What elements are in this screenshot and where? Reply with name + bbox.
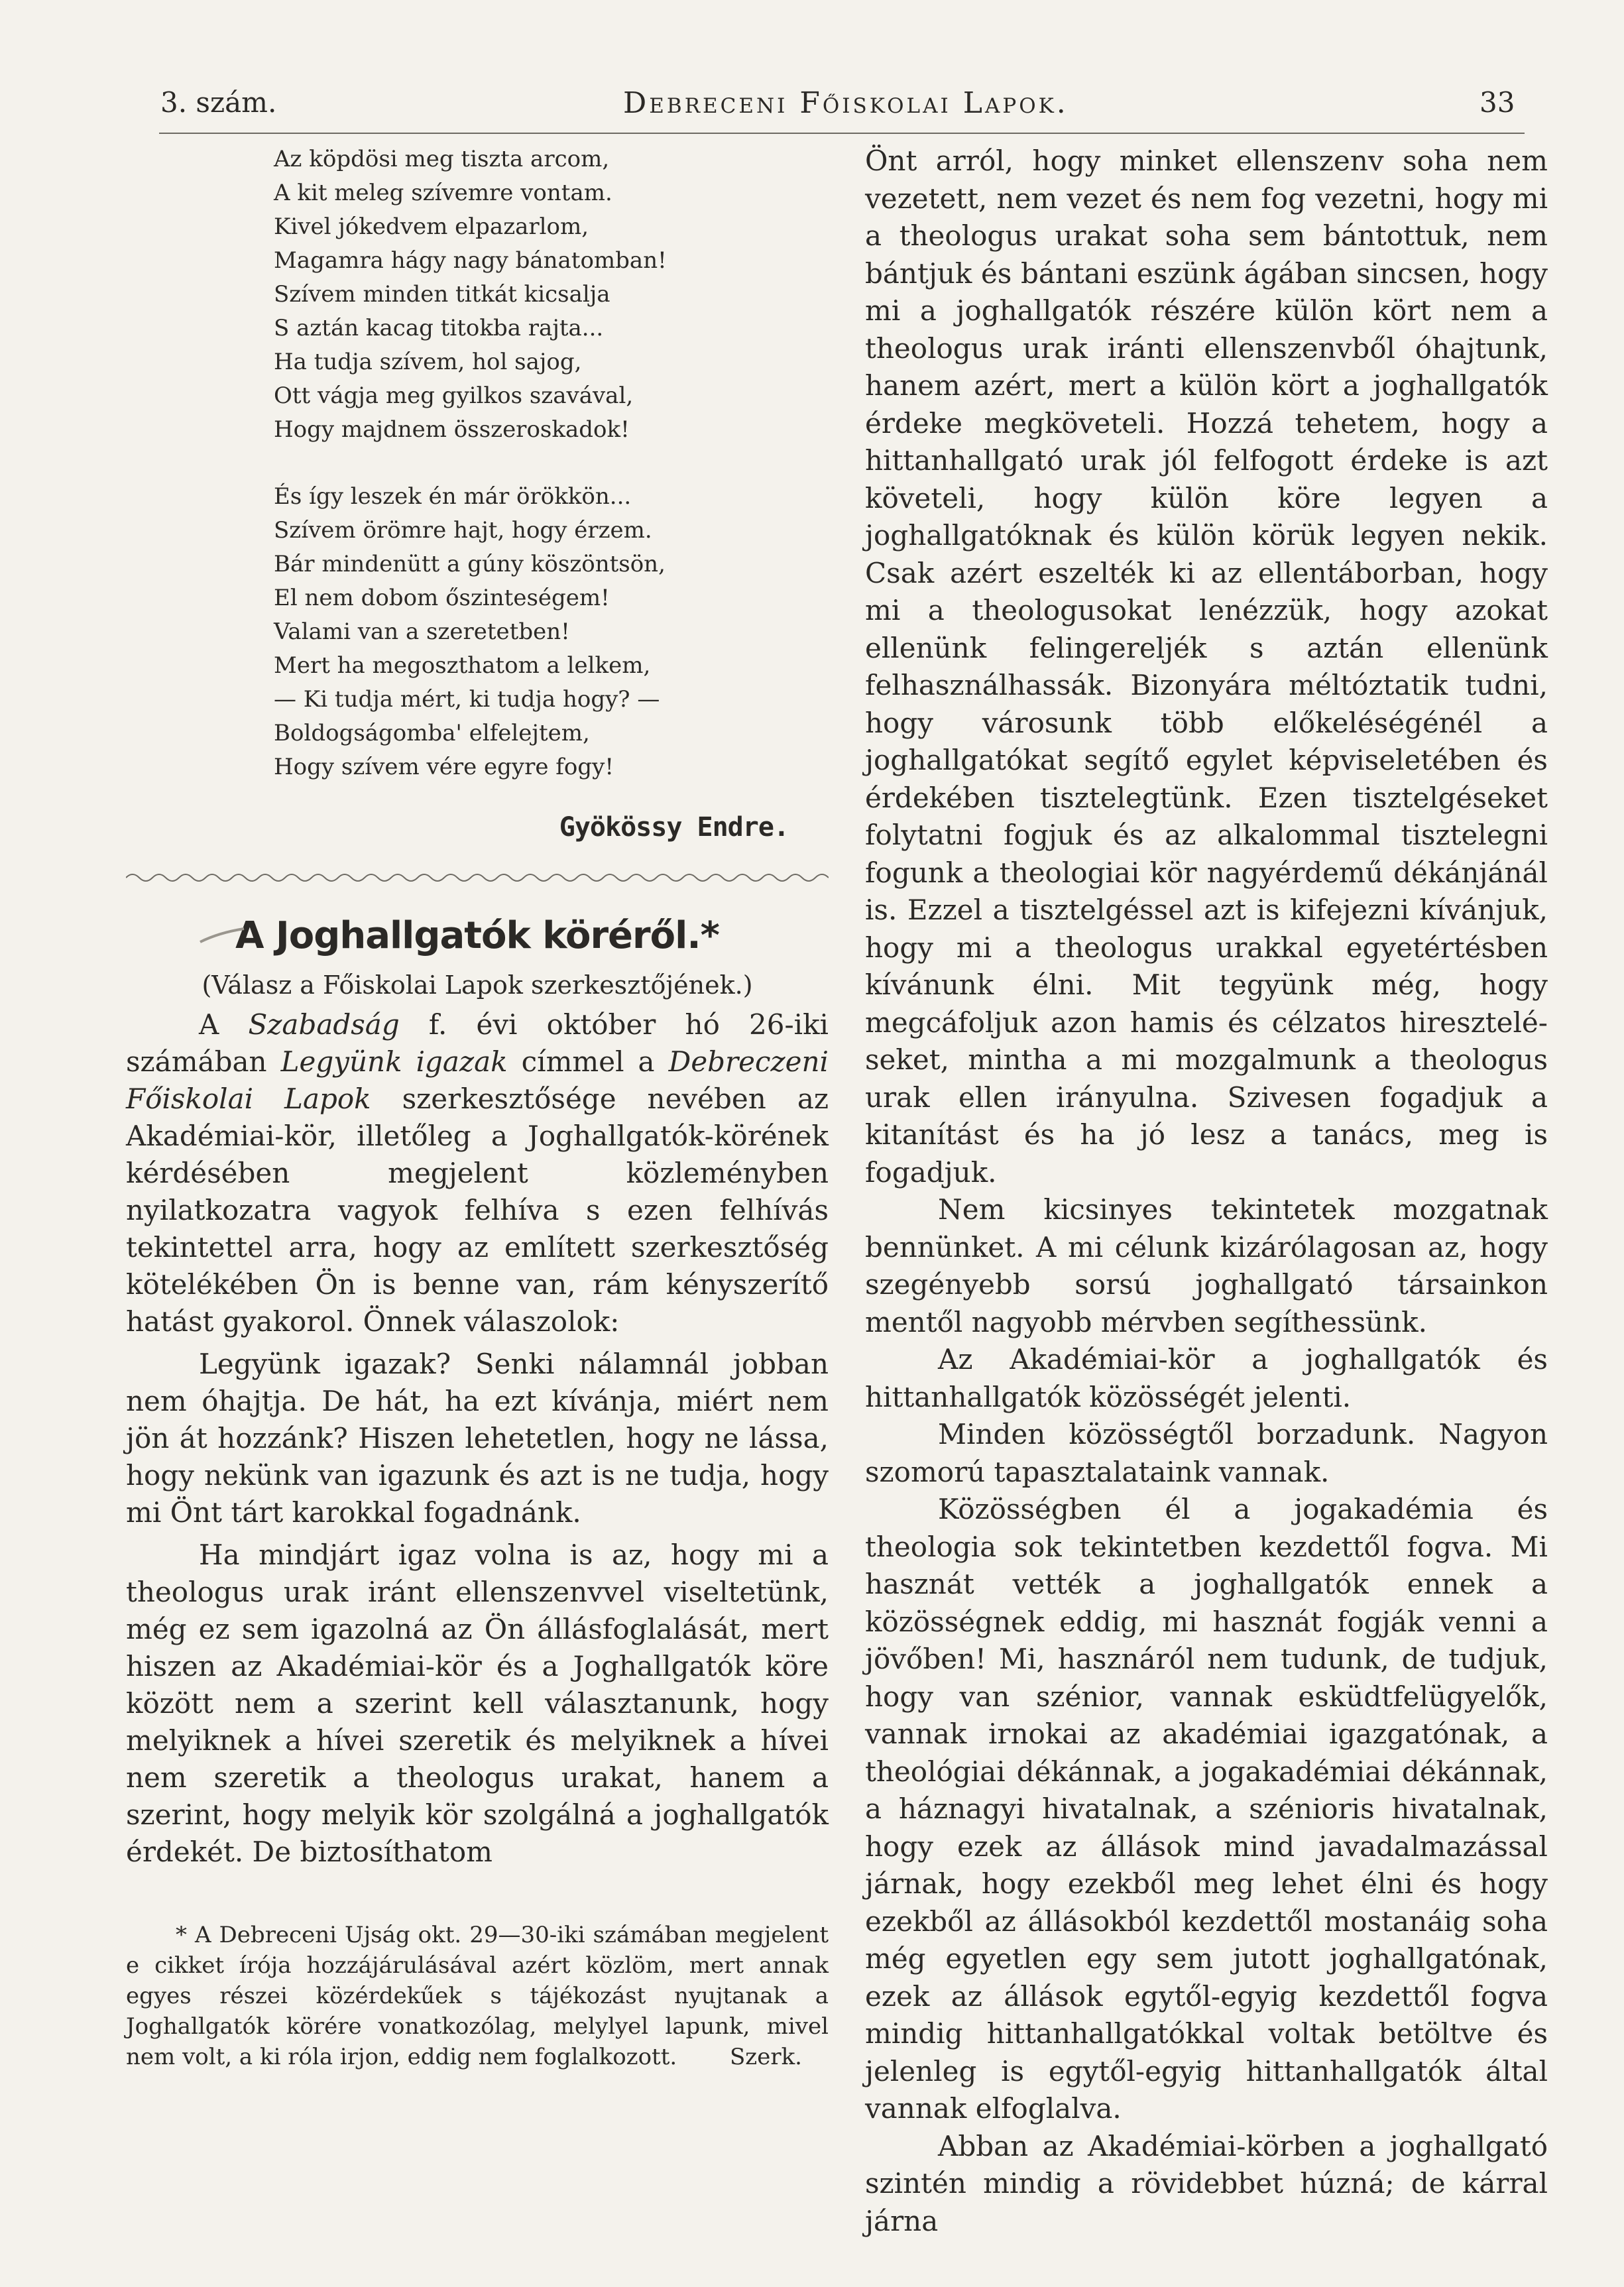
paragraph: Önt arról, hogy minket ellenszenv soha nem vezetett, nem vezet és nem fog vezetni, hogy mi a theologus urakat soha sem bántottuk, nem bántjuk és bántani eszünk ágában sincsen, hogy mi a joghallgatók részére külön kört nem a theologus urak iránti ellenszenvből óhajtunk, hanem azért, mert a külön kört a joghallgatók érdeke megköveteli. Hozzá tehetem, hogy a hittanhallgató urak jól felfogott érdeke is azt követeli, hogy külön köre legyen a joghallgatóknak és külön körük legyen nekik. Csak azért eszelték ki az ellentáborban, hogy mi a theologusokat lenézzük, hogy azokat ellenünk felingereljék s aztán ellenünk felhasználhassák. Bizonyára méltóztatik tudni, hogy városunk több előkeléségénél a joghallgatókat segítő egylet képviseletében és érdekében tisztelegtünk. Ezen tisztelgéseket folytatni fogjuk és az alkalommal tisztelegni fogunk a theologiai kör nagyérdemű dékánjánál is. Ezzel a tisztelgéssel azt is kifejezni kívánjuk, hogy mi a theologus urakkal egyetértésben kívánunk élni. Mit tegyünk még, hogy megcáfoljuk azon hamis és célzatos hireszteléseket, mintha a mi mozgalmunk a theologus urak ellen irányulna. Szivesen fogadjuk a kitanítást és ha jó lesz a tanács, meg is fogadjuk. [865,145,1548,1189]
paragraph: Nem kicsinyes tekintetek mozgatnak bennünket. A mi célunk kizárólagosan az, hogy szegényebb sorsú joghallgató társainkon mentől nagyobb mérvben segíthessünk. [865,1193,1548,1338]
paragraph: Minden közösségtől borzadunk. Nagyon szomorú tapasztalataink vannak. [865,1418,1548,1488]
footnote-signature: Szerk. [730,2044,802,2070]
poem-line: És így leszek én már örökkön... [274,483,632,510]
paragraph: Abban az Akadémiai-körben a joghallgató szintén mindig a rövidebbet húzná; de kárral járna [865,2129,1548,2237]
article-body-right [865,143,1548,2240]
right-column [865,143,1548,2240]
poem-line: Boldogságomba' elfelejtem, [274,720,590,746]
issue-number: 3. szám. [160,86,277,119]
article-subtitle: (Válasz a Főiskolai Lapok szerkesztőjének.) [202,970,753,1000]
poem-line: Mert ha megoszthatom a lelkem, [274,652,651,679]
text-run: f. évi október hó 26-iki számában [126,1008,829,1078]
page-number: 33 [1479,86,1515,119]
poem-line: Magamra hágy nagy bánatomban! [274,247,667,274]
italic-title: Debreczeni Főiskolai Lapok [126,1045,829,1115]
paragraph: Közösségben él a jogakadémia és theologia sok tekintetben kezdettől fogva. Mi hasznát vették a joghallgatók ennek a közösségnek eddig, mi hasznát fogják venni a jövőben! Mi, hasznáról nem tudunk, de tudjuk, hogy van szénior, vannak esküdtfelügyelők, vannak irnokai az akadémiai igazgatónak, a theológiai dékánnak, a jogakadémiai dékánnak, a háznagyi hivatalnak, a szénioris hivatalnak, hogy ezek az állások mind javadalmazással járnak, hogy ezekből meg lehet élni és hogy ezekből az állásokból kezdettől mostanáig soha még egyetlen egy sem jutott joghallgatónak, ezek az állások egytől-egyig kezdettől fogva mindig hittanhallgatókkal voltak betöltve és jelenleg is egytől-egyig hittanhallgatók által vannak elfoglalva. [865,1493,1548,2125]
poem-line: S aztán kacag titokba rajta... [274,315,604,341]
poem-line: Valami van a szeretetben! [274,618,570,645]
footnote-text: * A Debreceni Ujság okt. 29—30-iki számában megjelent e cikket írója hozzájárulásával azért közlöm, mert annak egyes részei közérdekűek s tájékozást nyujtanak a Joghallgatók körére vonatkozólag, melylyel lapunk, mivel nem volt, a ki róla irjon, eddig nem foglalkozott. [126,1922,829,2070]
poem-line: Ha tudja szívem, hol sajog, [274,349,582,375]
italic-title: Legyünk igazak [280,1045,508,1078]
text-run: szerkesztősége nevében az Akadémiai-kör, illetőleg a Joghallgatók-körének kérdésében megjelent közleményben nyilatkozatra vagyok felhíva s ezen felhívás tekintettel arra, hogy az említett szerkesztőség kötelékében Ön is benne van, rám kényszerítő hatást gyakorol. Önnek válaszolok: [126,1083,829,1338]
wavy-divider [126,868,829,888]
quill-mark-icon [199,927,245,943]
poem-line: Kivel jókedvem elpazarlom, [274,213,589,240]
article-body-left [126,1006,829,1871]
poem-stanza-2 [274,480,829,784]
paragraph: Az Akadémiai-kör a joghallgatók és hittanhallgatók közösségét jelenti. [865,1343,1548,1413]
poem-line: Ott vágja meg gyilkos szavával, [274,382,634,409]
poem-signature: Gyökössy Endre. [559,812,789,843]
text-run: címmel a [507,1045,669,1078]
paragraph: Legyünk igazak? Senki nálamnál jobban nem óhajtja. De hát, ha ezt kívánja, miért nem jön át hozzánk? Hiszen lehetetlen, hogy ne lássa, hogy nekünk van igazunk és azt is ne tudja, hogy mi Önt tárt karokkal fogadnánk. [126,1348,829,1529]
italic-title: Szabadság [248,1008,400,1041]
poem-line: Az köpdösi meg tiszta arcom, [274,146,610,172]
poem-line: Szívem örömre hajt, hogy érzem. [274,517,652,544]
poem-line: El nem dobom őszinteségem! [274,585,610,611]
paragraph [126,1006,829,1340]
poem-line: Hogy majdnem összeroskadok! [274,416,630,443]
header-rule [159,133,1525,134]
paragraph: Ha mindjárt igaz volna is az, hogy mi a theologus urak iránt ellenszenvvel viseltetünk, még ez sem igazolná az Ön állásfoglalását, mert hiszen az Akadémiai-kör és a Joghallgatók köre között nem a szerint kell választanunk, hogy melyiknek a hívei szeretik és melyiknek a hívei nem szeretik a theologus urakat, hanem a szerint, hogy melyik kör szolgálná a joghallgatók érdekét. De biztosíthatom [126,1539,829,1868]
poem-stanza-1 [274,143,829,447]
poem-line: Hogy szívem vére egyre fogy! [274,754,614,780]
poem-line: A kit meleg szívemre vontam. [274,180,612,206]
footnote [126,1920,829,2072]
poem-line: Bár mindenütt a gúny köszöntsön, [274,551,666,577]
left-column [126,143,829,2072]
journal-title: Debreceni Főiskolai Lapok. [623,86,1069,120]
poem-line: Szívem minden titkát kicsalja [274,281,610,308]
article-title-text: A Joghallgatók köréről.* [235,914,719,957]
poem [274,143,829,784]
text-run: A [199,1008,249,1041]
poem-line: — Ki tudja mért, ki tudja hogy? — [274,686,660,713]
article-title [126,914,829,957]
